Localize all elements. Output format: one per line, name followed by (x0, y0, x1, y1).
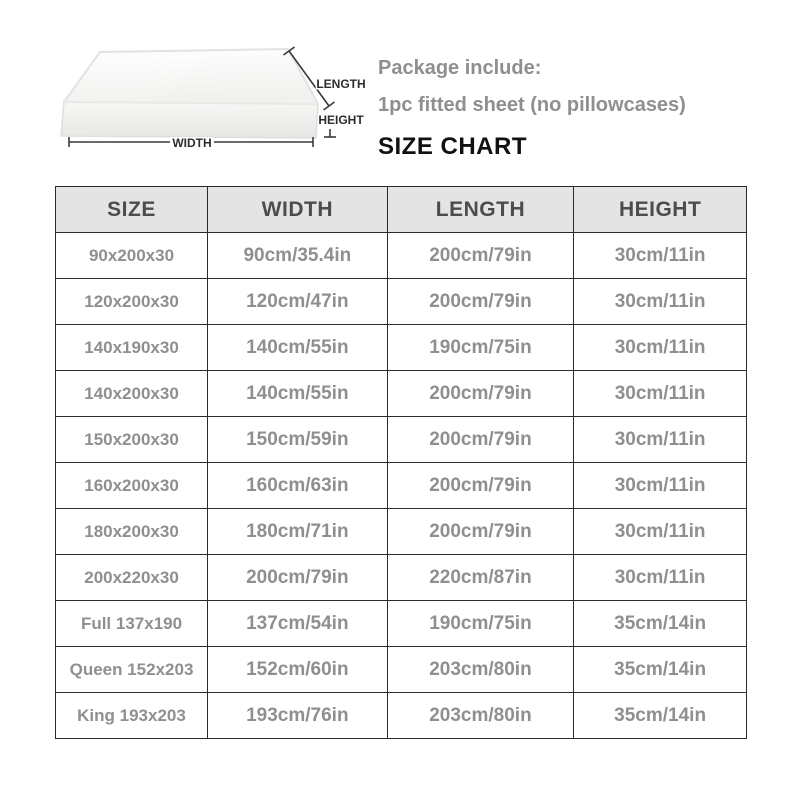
table-cell: 190cm/75in (387, 601, 574, 647)
column-header-width: WIDTH (208, 187, 388, 233)
table-cell: 190cm/75in (387, 325, 574, 371)
table-cell: 180cm/71in (208, 509, 388, 555)
table-row (56, 371, 747, 417)
table-row (56, 693, 747, 739)
table-cell: 30cm/11in (574, 233, 747, 279)
mattress-illustration (52, 38, 374, 170)
table-cell: 200cm/79in (387, 417, 574, 463)
table-row (56, 509, 747, 555)
column-header-length: LENGTH (387, 187, 574, 233)
table-cell: 120x200x30 (56, 279, 208, 325)
package-include-title: Package include: (378, 57, 542, 79)
table-cell: 152cm/60in (208, 647, 388, 693)
package-contents: 1pc fitted sheet (no pillowcases) (378, 94, 686, 116)
mattress-diagram (52, 38, 374, 170)
table-cell: 30cm/11in (574, 325, 747, 371)
height-dimension-label: HEIGHT (318, 113, 364, 127)
table-cell: Full 137x190 (56, 601, 208, 647)
table-cell: 30cm/11in (574, 279, 747, 325)
table-row (56, 555, 747, 601)
table-cell: 35cm/14in (574, 693, 747, 739)
table-cell: 160cm/63in (208, 463, 388, 509)
table-row (56, 647, 747, 693)
table-cell: 35cm/14in (574, 647, 747, 693)
table-cell: 200x220x30 (56, 555, 208, 601)
table-cell: Queen 152x203 (56, 647, 208, 693)
table-cell: 137cm/54in (208, 601, 388, 647)
table-cell: 35cm/14in (574, 601, 747, 647)
table-row (56, 325, 747, 371)
table-cell: 30cm/11in (574, 417, 747, 463)
table-cell: 30cm/11in (574, 463, 747, 509)
table-cell: 220cm/87in (387, 555, 574, 601)
length-dimension-label: LENGTH (316, 77, 366, 91)
size-table (55, 186, 747, 739)
table-row (56, 463, 747, 509)
table-cell: 193cm/76in (208, 693, 388, 739)
table-cell: 140x200x30 (56, 371, 208, 417)
column-header-height: HEIGHT (574, 187, 747, 233)
size-table-body (56, 233, 747, 739)
table-cell: 200cm/79in (387, 233, 574, 279)
table-cell: 140cm/55in (208, 325, 388, 371)
table-cell: 30cm/11in (574, 371, 747, 417)
table-header-row (56, 187, 747, 233)
table-cell: 160x200x30 (56, 463, 208, 509)
mattress-shape (61, 49, 318, 138)
table-cell: 140cm/55in (208, 371, 388, 417)
table-cell: 30cm/11in (574, 555, 747, 601)
width-dimension-label: WIDTH (172, 136, 212, 150)
table-cell: 203cm/80in (387, 693, 574, 739)
table-cell: 30cm/11in (574, 509, 747, 555)
table-cell: 90cm/35.4in (208, 233, 388, 279)
table-row (56, 279, 747, 325)
table-cell: 150x200x30 (56, 417, 208, 463)
table-row (56, 233, 747, 279)
table-cell: 120cm/47in (208, 279, 388, 325)
size-chart-title: SIZE CHART (378, 133, 527, 160)
column-header-size: SIZE (56, 187, 208, 233)
table-row (56, 601, 747, 647)
table-row (56, 417, 747, 463)
height-dimension (318, 113, 364, 137)
table-cell: 203cm/80in (387, 647, 574, 693)
table-cell: 200cm/79in (208, 555, 388, 601)
table-cell: 200cm/79in (387, 463, 574, 509)
table-cell: 140x190x30 (56, 325, 208, 371)
table-cell: 200cm/79in (387, 279, 574, 325)
table-cell: 150cm/59in (208, 417, 388, 463)
package-info (378, 50, 778, 161)
table-cell: King 193x203 (56, 693, 208, 739)
table-cell: 200cm/79in (387, 509, 574, 555)
table-cell: 180x200x30 (56, 509, 208, 555)
table-cell: 90x200x30 (56, 233, 208, 279)
table-cell: 200cm/79in (387, 371, 574, 417)
